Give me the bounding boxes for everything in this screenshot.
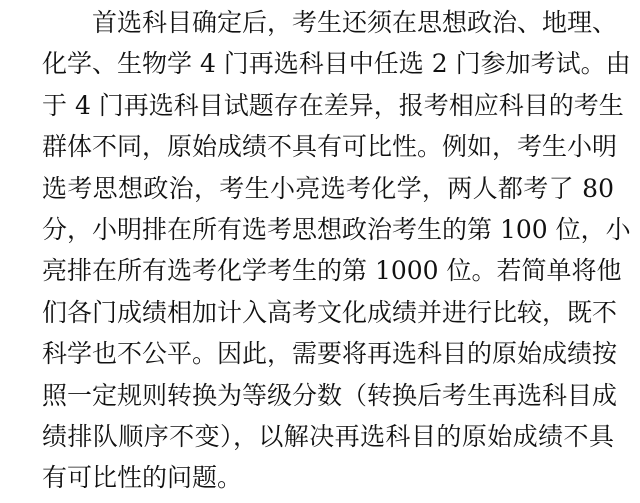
paragraph-line: 们各门成绩相加计入高考文化成绩并进行比较，既不: [42, 297, 618, 327]
paragraph-line: 于 4 门再选科目试题存在差异，报考相应科目的考生: [42, 90, 624, 120]
paragraph-line: 化学、生物学 4 门再选科目中任选 2 门参加考试。由: [42, 49, 631, 79]
paragraph-line: 有可比性的问题。: [42, 463, 243, 493]
paragraph-line: 科学也不公平。因此，需要将再选科目的原始成绩按: [42, 339, 618, 369]
paragraph-line: 分，小明排在所有选考思想政治考生的第 100 位，小: [42, 215, 631, 244]
paragraph-line: 亮排在所有选考化学考生的第 1000 位。若简单将他: [42, 256, 622, 286]
paragraph-line: 群体不同，原始成绩不具有可比性。例如，考生小明: [42, 132, 618, 162]
paragraph-line: 选考思想政治，考生小亮选考化学，两人都考了 80: [42, 173, 614, 203]
paragraph-line: 首选科目确定后，考生还须在思想政治、地理、: [92, 8, 618, 37]
paragraph-line: 照一定规则转换为等级分数（转换后考生再选科目成: [42, 380, 618, 410]
paragraph-line: 绩排队顺序不变），以解决再选科目的原始成绩不具: [42, 422, 614, 451]
